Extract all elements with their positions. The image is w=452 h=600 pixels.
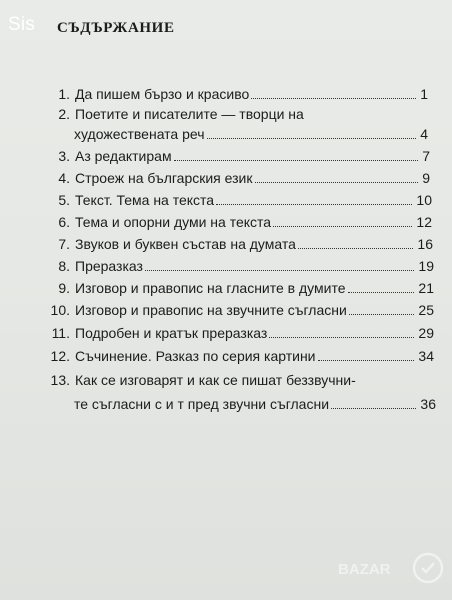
toc-entry-title: Изговор и правопис на звучните съгласни <box>75 302 347 318</box>
toc-entry-7 <box>50 236 433 252</box>
toc-entry-page: 29 <box>418 325 434 341</box>
leader-dots <box>251 98 416 99</box>
toc-entry-number: 12. <box>50 348 70 364</box>
toc-entry-2-continuation <box>74 126 428 142</box>
toc-entry-6 <box>50 214 432 230</box>
toc-entry-number: 3. <box>58 148 70 164</box>
toc-entry-page: 25 <box>418 302 434 318</box>
leader-dots <box>255 182 419 183</box>
toc-entry-number: 5. <box>58 192 70 208</box>
toc-entry-title: Аз редактирам <box>75 148 172 164</box>
toc-entry-4 <box>50 170 430 186</box>
toc-entry-page: 12 <box>416 214 432 230</box>
leader-dots <box>269 337 414 338</box>
toc-entry-title: Изговор и правопис на гласните в думите <box>75 280 346 296</box>
toc-entry-number: 1. <box>58 86 70 102</box>
toc-entry-title: Преразказ <box>75 258 143 274</box>
toc-entry-13 <box>50 372 430 388</box>
toc-entry-number: 4. <box>58 170 70 186</box>
toc-entry-page: 4 <box>420 126 428 142</box>
toc-entry-number: 6. <box>58 214 70 230</box>
toc-entry-title: Подробен и кратък преразказ <box>75 325 268 341</box>
leader-dots <box>348 292 415 293</box>
toc-entry-number: 9. <box>58 280 70 296</box>
leader-dots <box>216 204 412 205</box>
toc-entry-2 <box>50 106 410 122</box>
toc-entry-title-line2: художествената реч <box>74 126 205 142</box>
toc-entry-page: 16 <box>417 236 433 252</box>
toc-entry-page: 9 <box>422 170 430 186</box>
leader-dots <box>331 408 416 409</box>
toc-entry-page: 34 <box>418 348 434 364</box>
toc-entry-number: 8. <box>58 258 70 274</box>
toc-entry-1 <box>50 86 428 102</box>
toc-entry-page: 7 <box>422 148 430 164</box>
toc-heading: СЪДЪРЖАНИЕ <box>57 20 175 36</box>
leader-dots <box>349 314 415 315</box>
toc-entry-number: 11. <box>51 325 70 341</box>
bazar-logo <box>336 548 446 588</box>
toc-entry-8 <box>50 258 434 274</box>
toc-entry-page: 10 <box>416 192 432 208</box>
toc-entry-12 <box>50 348 434 364</box>
toc-entry-page: 1 <box>420 86 428 102</box>
toc-entry-title: Съчинение. Разказ по серия картини <box>75 348 316 364</box>
logo-text: BAZAR <box>338 561 391 578</box>
toc-entry-number: 2. <box>58 106 70 122</box>
leader-dots <box>145 270 414 271</box>
toc-entry-number: 10. <box>50 302 70 318</box>
toc-entry-11 <box>50 325 434 341</box>
leader-dots <box>298 248 414 249</box>
toc-entry-title: Текст. Тема на текста <box>75 192 215 208</box>
toc-entry-title: Поетите и писателите — творци на <box>75 106 304 122</box>
toc-entry-title: Звуков и буквен състав на думата <box>75 236 296 252</box>
leader-dots <box>174 160 419 161</box>
toc-entry-page: 19 <box>418 258 434 274</box>
toc-entry-13-continuation <box>74 396 436 412</box>
toc-entry-3 <box>50 148 430 164</box>
toc-entry-5 <box>50 192 432 208</box>
toc-entry-title: Да пишем бързо и красиво <box>75 86 250 102</box>
toc-entry-page: 21 <box>418 280 434 296</box>
toc-entry-title: Как се изговарят и как се пишат беззвучни- <box>75 372 356 388</box>
toc-entry-title-line2: те съгласни с и т пред звучни съгласни <box>74 396 330 412</box>
toc-entry-10 <box>50 302 434 318</box>
leader-dots <box>273 226 412 227</box>
toc-entry-number: 7. <box>58 236 70 252</box>
toc-entry-title: Строеж на българския език <box>75 170 253 186</box>
leader-dots <box>207 138 417 139</box>
watermark: Sis <box>8 14 35 35</box>
toc-entry-title: Тема и опорни думи на текста <box>75 214 272 230</box>
toc-entry-page: 36 <box>420 396 436 412</box>
toc-entry-number: 13. <box>50 372 70 388</box>
toc-entry-9 <box>50 280 434 296</box>
leader-dots <box>318 360 415 361</box>
